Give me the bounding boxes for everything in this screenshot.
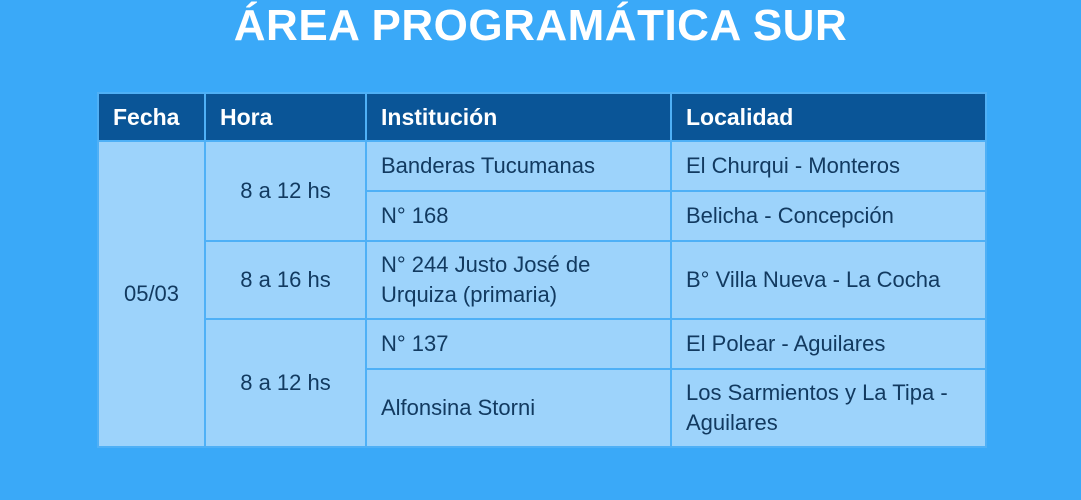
header-hora: Hora (205, 93, 366, 141)
header-institucion: Institución (366, 93, 671, 141)
hora-cell: 8 a 12 hs (205, 141, 366, 241)
localidad-cell: El Polear - Aguilares (671, 319, 986, 369)
hora-cell: 8 a 16 hs (205, 241, 366, 319)
hora-cell: 8 a 12 hs (205, 319, 366, 447)
localidad-cell: Los Sarmientos y La Tipa - Aguilares (671, 369, 986, 447)
table-header-row (98, 93, 986, 141)
fecha-cell: 05/03 (98, 141, 205, 447)
table-row (98, 241, 986, 319)
localidad-cell: Belicha - Concepción (671, 191, 986, 241)
table-row (98, 319, 986, 369)
institucion-cell: Banderas Tucumanas (366, 141, 671, 191)
institucion-cell: N° 168 (366, 191, 671, 241)
table-row (98, 141, 986, 191)
schedule-table (97, 92, 987, 448)
institucion-cell: N° 137 (366, 319, 671, 369)
localidad-cell: B° Villa Nueva - La Cocha (671, 241, 986, 319)
header-fecha: Fecha (98, 93, 205, 141)
page-title: ÁREA PROGRAMÁTICA SUR (233, 1, 848, 50)
institucion-cell: N° 244 Justo José de Urquiza (primaria) (366, 241, 671, 319)
localidad-cell: El Churqui - Monteros (671, 141, 986, 191)
header-localidad: Localidad (671, 93, 986, 141)
institucion-cell: Alfonsina Storni (366, 369, 671, 447)
